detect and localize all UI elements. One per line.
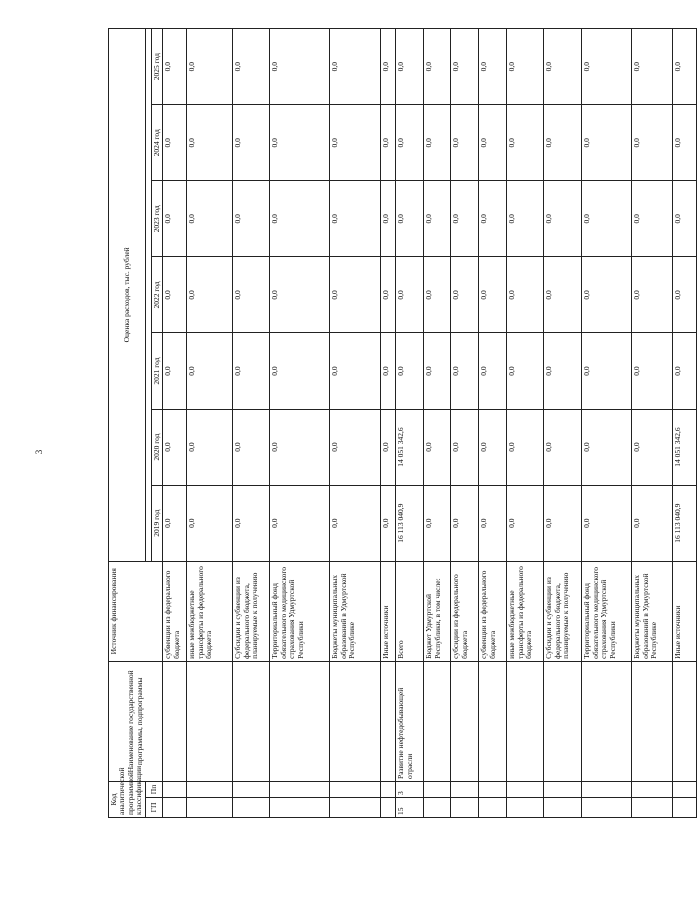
row-value-cell: 0,0 (381, 485, 396, 561)
row-gp-cell (424, 797, 451, 817)
row-value-cell: 0,0 (330, 257, 381, 333)
row-value-cell: 0,0 (187, 181, 233, 257)
row-value-cell: 0,0 (424, 105, 451, 181)
row-value-cell: 0,0 (582, 257, 632, 333)
row-value-cell: 0,0 (381, 181, 396, 257)
row-value-cell: 0,0 (424, 485, 451, 561)
row-value-cell: 0,0 (270, 257, 330, 333)
row-pp-cell (270, 781, 330, 797)
row-value-cell: 0,0 (582, 333, 632, 409)
row-pp-cell (479, 781, 507, 797)
row-pp-cell (424, 781, 451, 797)
row-value-cell: 0,0 (381, 29, 396, 105)
table-row (163, 29, 187, 818)
row-gp-cell (330, 797, 381, 817)
row-source-cell: иные межбюджетные трансферты из федерального бюджета (187, 561, 233, 661)
row-value-cell: 0,0 (451, 333, 479, 409)
table-row (673, 29, 697, 818)
row-value-cell: 0,0 (507, 105, 544, 181)
header-year: 2022 год (151, 257, 162, 333)
row-source-cell: субвенции из федерального бюджета (479, 561, 507, 661)
header-year: 2025 год (151, 29, 162, 105)
row-pp-cell (673, 781, 697, 797)
row-value-cell: 0,0 (451, 29, 479, 105)
table-row (632, 29, 673, 818)
row-name-cell (233, 661, 270, 781)
row-value-cell: 0,0 (270, 181, 330, 257)
row-value-cell: 0,0 (451, 485, 479, 561)
row-source-cell: Бюджеты муниципальных образований в Удмуртской Республике (330, 561, 381, 661)
row-value-cell: 0,0 (330, 29, 381, 105)
row-value-cell: 0,0 (187, 29, 233, 105)
row-value-cell: 0,0 (270, 333, 330, 409)
row-name-cell (632, 661, 673, 781)
row-name-cell (381, 661, 396, 781)
header-name: Наименование государственной программы, подпрограммы (109, 661, 163, 781)
row-value-cell: 16 113 040,9 (396, 485, 424, 561)
row-name-cell (507, 661, 544, 781)
header-year: 2024 год (151, 105, 162, 181)
header-code: Код аналитической программной классификации (109, 781, 146, 817)
table-row (451, 29, 479, 818)
row-value-cell: 0,0 (330, 105, 381, 181)
row-value-cell: 0,0 (479, 105, 507, 181)
table-row (187, 29, 233, 818)
row-pp-cell (233, 781, 270, 797)
row-source-cell: Территориальный фонд обязательного медицинского страхования Удмуртской Республики (270, 561, 330, 661)
row-source-cell: Субсидии и субвенции из федерального бюджета, планируемые к получению (233, 561, 270, 661)
row-value-cell: 0,0 (479, 485, 507, 561)
row-value-cell: 0,0 (451, 409, 479, 485)
row-pp-cell (544, 781, 582, 797)
row-source-cell: субсидии из федерального бюджета (451, 561, 479, 661)
row-value-cell: 14 051 342,6 (673, 409, 697, 485)
row-value-cell: 0,0 (270, 29, 330, 105)
row-value-cell: 0,0 (479, 29, 507, 105)
row-value-cell: 0,0 (582, 105, 632, 181)
table-row (233, 29, 270, 818)
row-name-cell (163, 661, 187, 781)
row-value-cell: 0,0 (233, 485, 270, 561)
row-source-cell: Бюджет Удмуртской Республики, в том числе: (424, 561, 451, 661)
table-body (163, 29, 697, 818)
row-name-cell (544, 661, 582, 781)
row-value-cell: 0,0 (381, 409, 396, 485)
row-name-cell (451, 661, 479, 781)
row-value-cell: 0,0 (632, 333, 673, 409)
row-value-cell: 0,0 (396, 105, 424, 181)
row-value-cell: 0,0 (381, 333, 396, 409)
row-value-cell: 0,0 (632, 105, 673, 181)
row-value-cell: 0,0 (507, 257, 544, 333)
row-gp-cell (163, 797, 187, 817)
row-value-cell: 0,0 (479, 333, 507, 409)
row-gp-cell (673, 797, 697, 817)
row-value-cell: 0,0 (163, 105, 187, 181)
row-name-cell (479, 661, 507, 781)
row-name-cell (673, 661, 697, 781)
row-value-cell: 0,0 (396, 257, 424, 333)
row-value-cell: 0,0 (544, 409, 582, 485)
row-value-cell: 0,0 (479, 409, 507, 485)
row-value-cell: 0,0 (632, 257, 673, 333)
row-value-cell: 0,0 (582, 29, 632, 105)
row-gp-cell (451, 797, 479, 817)
row-name-cell: Развитие нефтедобывающей отрасли (396, 661, 424, 781)
header-year: 2020 год (151, 409, 162, 485)
table-row (507, 29, 544, 818)
row-value-cell: 0,0 (187, 257, 233, 333)
row-value-cell: 0,0 (396, 333, 424, 409)
row-source-cell: Субсидии и субвенции из федерального бюджета, планируемые к получению (544, 561, 582, 661)
header-pp: Пп (145, 781, 162, 797)
row-name-cell (270, 661, 330, 781)
row-gp-cell (544, 797, 582, 817)
row-value-cell: 0,0 (163, 409, 187, 485)
row-pp-cell (507, 781, 544, 797)
row-value-cell: 0,0 (673, 181, 697, 257)
financing-table (108, 28, 697, 818)
row-pp-cell (330, 781, 381, 797)
row-value-cell: 0,0 (424, 181, 451, 257)
row-value-cell: 0,0 (187, 409, 233, 485)
header-source: Источник финансирования (109, 561, 163, 661)
row-value-cell: 0,0 (163, 181, 187, 257)
row-value-cell: 0,0 (544, 257, 582, 333)
row-gp-cell: 15 (396, 797, 424, 817)
row-value-cell: 0,0 (582, 485, 632, 561)
row-value-cell: 0,0 (451, 181, 479, 257)
row-value-cell: 0,0 (544, 181, 582, 257)
row-value-cell: 0,0 (507, 333, 544, 409)
row-value-cell: 0,0 (632, 485, 673, 561)
header-year: 2021 год (151, 333, 162, 409)
row-gp-cell (187, 797, 233, 817)
row-value-cell: 14 051 342,6 (396, 409, 424, 485)
row-value-cell: 0,0 (507, 485, 544, 561)
row-name-cell (330, 661, 381, 781)
row-value-cell: 0,0 (673, 29, 697, 105)
row-value-cell: 0,0 (187, 485, 233, 561)
row-value-cell: 0,0 (270, 409, 330, 485)
row-value-cell: 0,0 (163, 29, 187, 105)
row-pp-cell (381, 781, 396, 797)
row-pp-cell (163, 781, 187, 797)
row-value-cell: 0,0 (507, 409, 544, 485)
row-value-cell: 0,0 (673, 257, 697, 333)
row-value-cell: 0,0 (507, 29, 544, 105)
row-gp-cell (270, 797, 330, 817)
header-year: 2023 год (151, 181, 162, 257)
row-value-cell: 0,0 (187, 105, 233, 181)
row-value-cell: 0,0 (233, 105, 270, 181)
row-value-cell: 0,0 (544, 333, 582, 409)
row-source-cell: Бюджеты муниципальных образований в Удмуртской Республике (632, 561, 673, 661)
row-value-cell: 0,0 (632, 181, 673, 257)
row-value-cell: 16 113 040,9 (673, 485, 697, 561)
row-value-cell: 0,0 (163, 333, 187, 409)
row-value-cell: 0,0 (330, 181, 381, 257)
table-row (396, 29, 424, 818)
row-pp-cell (582, 781, 632, 797)
table-row (330, 29, 381, 818)
row-value-cell: 0,0 (507, 181, 544, 257)
row-gp-cell (507, 797, 544, 817)
table-row (544, 29, 582, 818)
row-value-cell: 0,0 (233, 409, 270, 485)
row-value-cell: 0,0 (451, 105, 479, 181)
row-value-cell: 0,0 (163, 485, 187, 561)
row-value-cell: 0,0 (330, 409, 381, 485)
page-number: 3 (34, 449, 44, 455)
row-pp-cell (632, 781, 673, 797)
row-value-cell: 0,0 (451, 257, 479, 333)
row-value-cell: 0,0 (233, 333, 270, 409)
table-row (582, 29, 632, 818)
row-value-cell: 0,0 (632, 29, 673, 105)
row-source-cell: Иные источники (673, 561, 697, 661)
rotated-table-container (108, 28, 683, 818)
row-value-cell: 0,0 (330, 333, 381, 409)
row-value-cell: 0,0 (632, 409, 673, 485)
row-value-cell: 0,0 (544, 29, 582, 105)
row-value-cell: 0,0 (424, 29, 451, 105)
row-name-cell (187, 661, 233, 781)
row-gp-cell (582, 797, 632, 817)
row-value-cell: 0,0 (330, 485, 381, 561)
row-value-cell: 0,0 (381, 105, 396, 181)
row-gp-cell (381, 797, 396, 817)
row-value-cell: 0,0 (424, 333, 451, 409)
row-value-cell: 0,0 (233, 181, 270, 257)
row-value-cell: 0,0 (396, 29, 424, 105)
row-pp-cell: 3 (396, 781, 424, 797)
row-value-cell: 0,0 (673, 105, 697, 181)
row-value-cell: 0,0 (582, 409, 632, 485)
header-year: 2019 год (151, 485, 162, 561)
row-pp-cell (187, 781, 233, 797)
row-gp-cell (233, 797, 270, 817)
row-value-cell: 0,0 (544, 105, 582, 181)
row-value-cell: 0,0 (163, 257, 187, 333)
row-value-cell: 0,0 (233, 257, 270, 333)
row-value-cell: 0,0 (381, 257, 396, 333)
row-gp-cell (632, 797, 673, 817)
row-value-cell: 0,0 (544, 485, 582, 561)
row-name-cell (424, 661, 451, 781)
row-value-cell: 0,0 (673, 333, 697, 409)
table-row (424, 29, 451, 818)
row-value-cell: 0,0 (396, 181, 424, 257)
row-source-cell: Всего (396, 561, 424, 661)
table-row (381, 29, 396, 818)
row-value-cell: 0,0 (233, 29, 270, 105)
row-name-cell (582, 661, 632, 781)
row-value-cell: 0,0 (270, 485, 330, 561)
table-row (270, 29, 330, 818)
row-source-cell: субвенции из федерального бюджета (163, 561, 187, 661)
header-estimate: Оценка расходов, тыс. рублей (109, 29, 146, 562)
row-source-cell: Территориальный фонд обязательного медицинского страхования Удмуртской Республики (582, 561, 632, 661)
row-value-cell: 0,0 (479, 257, 507, 333)
row-value-cell: 0,0 (582, 181, 632, 257)
row-pp-cell (451, 781, 479, 797)
row-value-cell: 0,0 (424, 409, 451, 485)
row-value-cell: 0,0 (424, 257, 451, 333)
row-value-cell: 0,0 (479, 181, 507, 257)
header-gp: ГП (145, 797, 162, 817)
row-source-cell: Иные источники (381, 561, 396, 661)
table-row (479, 29, 507, 818)
row-value-cell: 0,0 (270, 105, 330, 181)
row-value-cell: 0,0 (187, 333, 233, 409)
row-source-cell: иные межбюджетные трансферты из федерального бюджета (507, 561, 544, 661)
row-gp-cell (479, 797, 507, 817)
